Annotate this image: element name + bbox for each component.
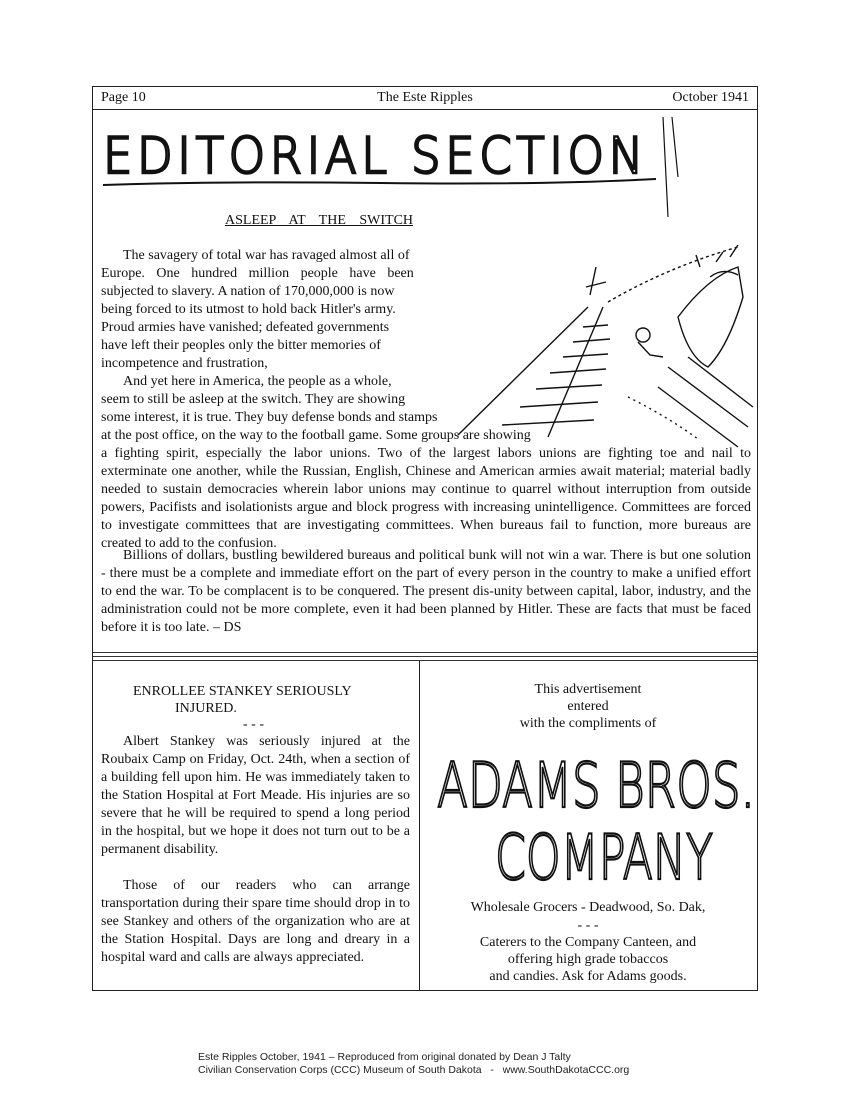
editorial-p2-line: at the post office, on the way to the football game. Some groups are showing xyxy=(101,428,531,443)
editorial-paragraph-2-lead xyxy=(101,373,601,445)
editorial-p2-line: And yet here in America, the people as a whole, xyxy=(123,374,392,389)
ad-intro-line: entered xyxy=(567,699,609,714)
section-divider xyxy=(93,652,757,653)
editorial-paragraph-3: Billions of dollars, bustling bewildered bureaus and political bunk will not win a war. There is but one solution - there must be a complete and immediate effort on the part of every person in the country to make a unified effort to end the war. To be complacent is to be conquered. The present dis-unity between capital, labor, industry, and the administration could not be more complete, even it had been planned by Hitler. These are facts that must be faced before it is too late. – DS xyxy=(101,548,751,635)
adams-bros-logo xyxy=(433,739,758,894)
section-divider xyxy=(93,660,757,661)
story-separator: - - - xyxy=(243,717,264,732)
editorial-p1-line: have left their peoples only the bitter memories of xyxy=(101,338,381,353)
footer-line1: Este Ripples October, 1941 – Reproduced from original donated by Dean J Talty xyxy=(198,1051,571,1063)
editorial-p1-line: incompetence and frustration, xyxy=(101,356,268,371)
ad-intro-line: with the compliments of xyxy=(519,716,657,731)
adams-bros-logo-line2: COMPANY xyxy=(495,821,713,894)
adams-bros-logo-line1: ADAMS BROS. xyxy=(437,749,755,822)
editorial-paragraph-1 xyxy=(101,247,461,373)
page-header xyxy=(93,87,757,110)
ad-caterers-line: Caterers to the Company Canteen, and xyxy=(479,935,697,950)
ad-tagline: Wholesale Grocers - Deadwood, So. Dak, xyxy=(470,900,706,915)
section-divider xyxy=(93,656,757,657)
footer-line2: Civilian Conservation Corps (CCC) Museum of South Dakota - www.SouthDakotaCCC.org xyxy=(198,1064,630,1076)
editorial-p2-line: some interest, it is true. They buy defense bonds and stamps xyxy=(101,410,438,425)
publication-name: The Este Ripples xyxy=(377,90,473,105)
ad-separator: - - - xyxy=(577,918,599,933)
story-headline xyxy=(133,683,352,717)
page-frame xyxy=(92,86,758,991)
column-rule xyxy=(419,661,420,991)
editorial-p1-line: Proud armies have vanished; defeated governments xyxy=(101,320,390,335)
editorial-paragraph-2: a fighting spirit, especially the labor unions. Two of the largest labors unions are fighting toe and nail to exterminate one another, while the Russian, English, Chinese and American armies await material; material badly needed to sustain democracies wherein labor unions may continue to quarrel without interruption from outside powers, Pacifists and isolationists argue and block progress with increasing unintelligence. Committees are forced to investigate committees that are investigating committees. When bureaus fail to function, more bureaus are created to add to the confusion. xyxy=(101,446,751,551)
editorial-p2-line: seem to still be asleep at the switch. They are showing xyxy=(101,392,406,407)
issue-date: October 1941 xyxy=(672,90,749,105)
story-headline-line2: INJURED. xyxy=(175,701,237,716)
editorial-p1-line: Europe. One hundred million people have been xyxy=(101,266,414,281)
ad-intro-line: This advertisement xyxy=(534,682,642,697)
editorial-headline: ASLEEP AT THE SWITCH xyxy=(225,213,414,228)
page-footer xyxy=(198,1051,629,1077)
ad-caterers xyxy=(423,934,753,985)
ad-intro xyxy=(423,681,753,732)
editorial-p1-line: The savagery of total war has ravaged almost all of xyxy=(123,248,410,263)
ad-caterers-line: offering high grade tobaccos xyxy=(507,952,669,967)
editorial-p1-line: subjected to slavery. A nation of 170,000,000 is now xyxy=(101,284,395,299)
editorial-section-title-text: EDITORIAL SECTION xyxy=(103,127,648,185)
story-paragraph-1: Albert Stankey was seriously injured at the Roubaix Camp on Friday, Oct. 24th, when a section of a building fell upon him. He was immediately taken to the Station Hospital at Fort Meade. His injuries are so severe that he will be required to spend a long period in the hospital, but we hope it does not turn out to be a permanent disability. xyxy=(101,734,410,857)
editorial-p1-line: being forced to its utmost to hold back Hitler's army. xyxy=(101,302,396,317)
page-number: Page 10 xyxy=(101,90,146,105)
ad-caterers-line: and candies. Ask for Adams goods. xyxy=(489,969,687,984)
story-paragraph-2: Those of our readers who can arrange transportation during their spare time should drop in to see Stankey and others of the organization who are at the Station Hospital. Days are long and dreary in a hospital ward and calls are always appreciated. xyxy=(101,878,410,965)
story-headline-line1: ENROLLEE STANKEY SERIOUSLY xyxy=(133,684,352,699)
